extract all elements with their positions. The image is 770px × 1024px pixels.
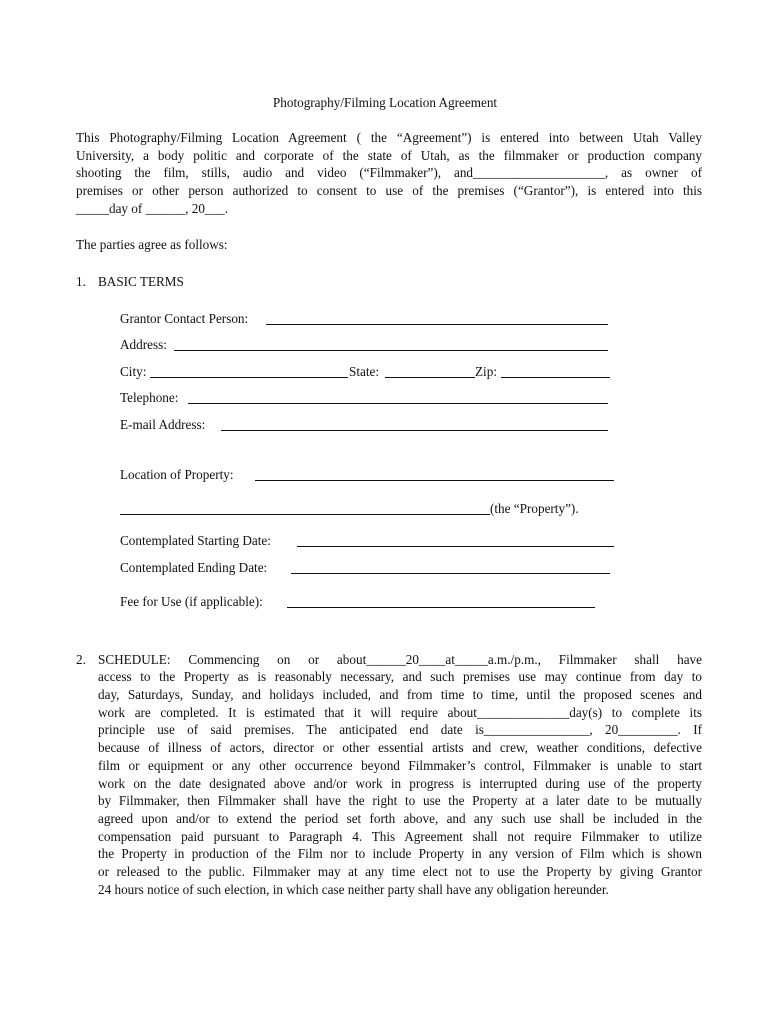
start-date-label: Contemplated Starting Date: [120,533,271,548]
address-label: Address: [120,337,167,352]
telephone-label: Telephone: [120,390,179,405]
state-field[interactable] [385,377,475,378]
location-label: Location of Property: [120,467,234,482]
location-field[interactable] [255,480,614,481]
start-date-field[interactable] [297,546,614,547]
zip-label: Zip: [475,364,497,379]
city-label: City: [120,364,147,379]
the-property-text: (the “Property”). [490,501,579,516]
intro-line: _____day of ______, 20___. [76,201,229,216]
schedule-line: agreed upon and/or to extend the period set forth above, and any such use shall be included in the [98,811,702,826]
schedule-line: day, Saturdays, Sunday, and holidays included, and from time to time, until the proposed scenes and [98,687,702,702]
page-title: Photography/Filming Location Agreement [272,95,498,110]
schedule-line: work are completed. It is estimated that it will require about______________day(s) to complete its [98,705,702,720]
schedule-line: or released to the public. Filmmaker may at any time elect not to use the Property by giving Grantor [98,864,702,879]
city-field[interactable] [150,377,348,378]
address-field[interactable] [174,350,608,351]
section-1-number: 1. [76,274,86,289]
schedule-line: 24 hours notice of such election, in which case neither party shall have any obligation hereunder. [98,882,609,897]
schedule-line: the Property in production of the Film nor to include Property in any version of Film which is shown [98,846,702,861]
fee-label: Fee for Use (if applicable): [120,594,263,609]
intro-line: University, a body politic and corporate of the state of Utah, as the filmmaker or production company [76,148,702,163]
email-field[interactable] [221,430,608,431]
intro-line: premises or other person authorized to consent to use of the premises (“Grantor”), is entered into this [76,183,702,198]
schedule-line: work on the date designated above and/or work in progress is interrupted during use of the property [98,776,702,791]
zip-field[interactable] [501,377,610,378]
schedule-line: compensation paid pursuant to Paragraph 4. This Agreement shall not require Filmmaker to utilize [98,829,702,844]
grantor-contact-field[interactable] [266,324,608,325]
parties-agree-text: The parties agree as follows: [76,237,228,252]
location-field-continued[interactable] [120,514,490,515]
section-1-heading: BASIC TERMS [98,274,184,289]
schedule-line: by Filmmaker, then Filmmaker shall have the right to use the Property at a later date to be mutually [98,793,702,808]
telephone-field[interactable] [188,403,608,404]
end-date-label: Contemplated Ending Date: [120,560,268,575]
fee-field[interactable] [287,607,595,608]
schedule-line: film or equipment or any other occurrence beyond Filmmaker’s control, Filmmaker is unable to start [98,758,702,773]
schedule-line: principle use of said premises. The anticipated end date is________________, 20_________. If [98,722,702,737]
schedule-line: SCHEDULE: Commencing on or about______20____at_____a.m./p.m., Filmmaker shall have [98,652,702,667]
section-2-number: 2. [76,652,86,667]
email-label: E-mail Address: [120,417,206,432]
state-label: State: [349,364,380,379]
intro-line: This Photography/Filming Location Agreement ( the “Agreement”) is entered into between Utah Valley [76,130,702,145]
schedule-line: because of illness of actors, director or other essential artists and crew, weather conditions, defective [98,740,702,755]
schedule-line: access to the Property as is reasonably necessary, and such premises use may continue from day to [98,669,702,684]
end-date-field[interactable] [291,573,610,574]
intro-line: shooting the film, stills, audio and video (“Filmmaker”), and____________________, as owner of [76,165,702,180]
grantor-contact-label: Grantor Contact Person: [120,311,249,326]
